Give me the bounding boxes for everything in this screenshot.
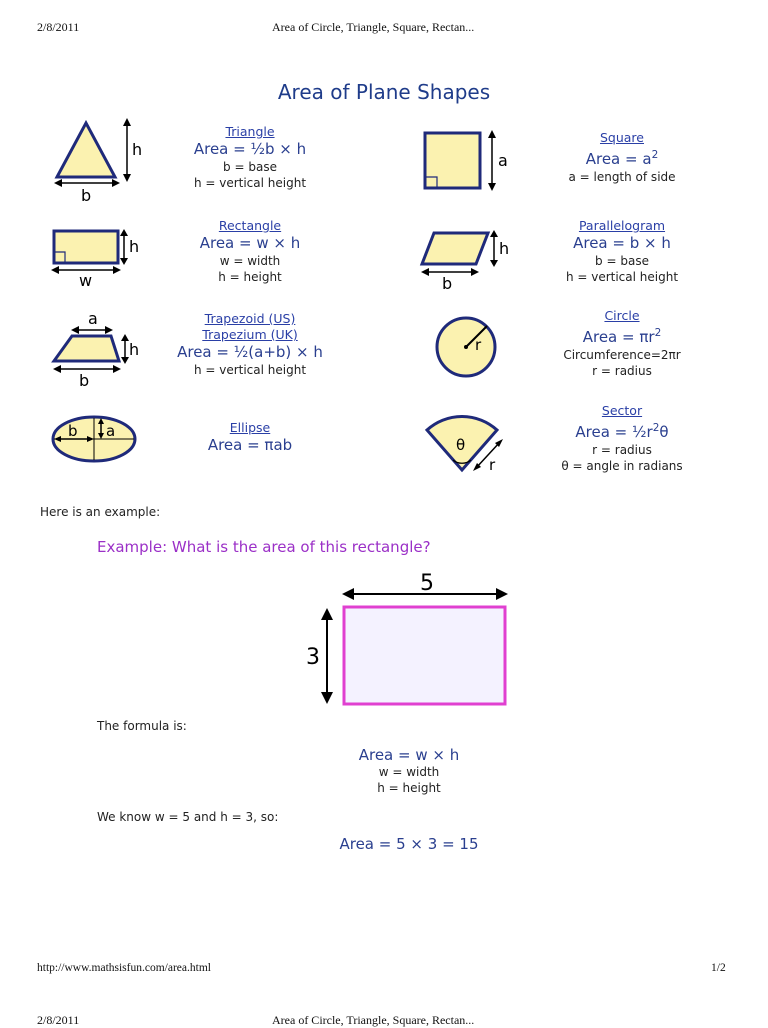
trapezoid-formula: Area = ½(a+b) × h [177,343,323,361]
trapezium-link[interactable]: Trapezium (UK) [202,327,298,342]
circle-link[interactable]: Circle [604,308,640,323]
trapezoid-a-label: a [88,309,98,328]
ellipse-b-label: b [68,422,78,440]
header-title: Area of Circle, Triangle, Square, Rectan... [272,20,475,34]
sector-formula-exponent: 2 [652,422,660,434]
example-width-label: 5 [420,571,434,596]
triangle-note: b = base [223,160,277,174]
triangle-diagram [50,115,150,205]
example-height-label: 3 [306,645,320,670]
circle-info [522,308,722,379]
rectangle-note: w = width [219,254,281,268]
circle-r-label: r [475,336,482,354]
footer-page-number: 1/2 [711,962,726,974]
ellipse-info [150,420,350,455]
ellipse-link[interactable]: Ellipse [229,420,271,435]
example-question: Example: What is the area of this rectangle? [97,538,431,556]
parallelogram-formula: Area = b × h [573,234,671,252]
trapezoid-diagram [48,308,148,390]
circle-diagram [430,312,510,382]
rectangle-formula: Area = w × h [199,234,301,252]
rectangle-w-label: w [79,271,93,290]
trapezoid-note: h = vertical height [193,363,307,377]
sector-formula: Area = ½r [575,423,653,441]
example-formula-block [309,746,509,796]
rectangle-link[interactable]: Rectangle [218,218,282,233]
example-rectangle-diagram [300,566,520,711]
example-formula-note: h = height [377,781,441,795]
square-formula: Area = a [585,150,652,168]
page-title: Area of Plane Shapes [277,80,491,104]
circle-formula: Area = πr [582,328,655,346]
sector-theta-label: θ [456,436,466,454]
square-a-label: a [498,151,508,170]
rectangle-h-label: h [129,237,140,256]
triangle-formula: Area = ½b × h [193,140,307,158]
square-note: a = length of side [568,170,676,184]
triangle-b-label: b [81,186,92,205]
rectangle-note: h = height [218,270,282,284]
example-intro: Here is an example: [40,505,161,519]
triangle-note: h = vertical height [193,176,307,190]
header-date: 2/8/2011 [37,20,80,34]
trapezoid-info [150,311,350,378]
example-result: Area = 5 × 3 = 15 [339,835,479,853]
sector-note: θ = angle in radians [561,459,683,473]
square-info [522,130,722,185]
ellipse-formula: Area = πab [207,436,293,454]
sector-formula-theta: θ [659,423,669,441]
example-formula-note: w = width [378,765,440,779]
rectangle-diagram [48,222,148,292]
triangle-h-label: h [132,140,143,159]
trapezoid-link[interactable]: Trapezoid (US) [204,311,296,326]
circle-note: Circumference=2πr [563,348,681,362]
ellipse-a-label: a [106,422,116,440]
sector-info [522,403,722,474]
triangle-link[interactable]: Triangle [225,124,275,139]
circle-formula-exponent: 2 [654,327,662,339]
trapezoid-h-label: h [129,340,140,359]
parallelogram-note: b = base [595,254,649,268]
square-link[interactable]: Square [599,130,644,145]
parallelogram-b-label: b [442,274,453,293]
triangle-info [150,124,350,191]
footer-url[interactable]: http://www.mathsisfun.com/area.html [37,962,211,974]
formula-intro: The formula is: [97,719,187,733]
sector-note: r = radius [592,443,652,457]
parallelogram-diagram [418,222,518,294]
circle-note: r = radius [592,364,652,378]
ellipse-diagram [50,412,140,468]
example-formula: Area = w × h [358,746,460,764]
rectangle-info [150,218,350,285]
parallelogram-h-label: h [499,239,510,258]
parallelogram-link[interactable]: Parallelogram [578,218,666,233]
trapezoid-b-label: b [79,371,90,390]
sector-link[interactable]: Sector [601,403,643,418]
parallelogram-note: h = vertical height [565,270,679,284]
parallelogram-info [522,218,722,285]
square-formula-exponent: 2 [651,149,659,161]
next-header-title: Area of Circle, Triangle, Square, Rectan... [272,1013,475,1027]
square-diagram [418,122,518,202]
known-values: We know w = 5 and h = 3, so: [97,810,279,824]
sector-r-label: r [489,456,496,474]
sector-diagram [420,410,510,476]
next-header-date: 2/8/2011 [37,1013,80,1027]
